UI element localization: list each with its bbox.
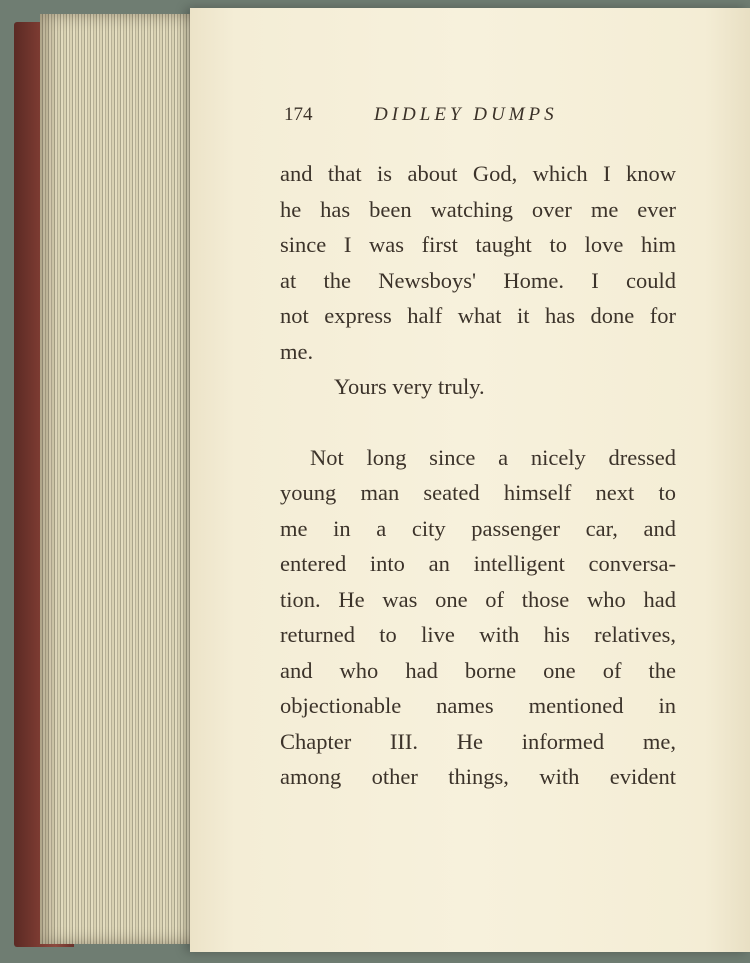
page-header [284, 104, 704, 134]
text-line: objectionable names mentioned in [280, 693, 676, 718]
text-line: returned to live with his relatives, [280, 622, 676, 647]
text-line: tion. He was one of those who had [280, 586, 676, 612]
text-line: me. [280, 338, 314, 364]
paragraph-gap [280, 405, 676, 440]
running-title: DIDLEY DUMPS [374, 104, 558, 125]
text-line: Not long since a nicely dressed [310, 444, 676, 470]
page-stack-edges [40, 14, 210, 944]
text-line: young man seated himself next to [280, 480, 676, 505]
text-line: he has been watching over me ever [280, 196, 676, 222]
text-line: since I was first taught to love him [280, 232, 676, 257]
page-number: 174 [284, 104, 313, 125]
text-line: among other things, with evident [280, 764, 676, 789]
body-text [280, 156, 676, 795]
text-line: me in a city passenger car, and [280, 515, 676, 541]
text-line: and that is about God, which I know [280, 161, 676, 186]
text-line: Chapter III. He informed me, [280, 728, 676, 754]
text-line: entered into an intelligent conversa- [280, 551, 676, 576]
text-line: at the Newsboys' Home. I could [280, 267, 676, 293]
letter-closing: Yours very truly. [334, 374, 485, 399]
text-line: not express half what it has done for [280, 303, 676, 328]
text-line: and who had borne one of the [280, 657, 676, 683]
book-page [190, 8, 750, 952]
